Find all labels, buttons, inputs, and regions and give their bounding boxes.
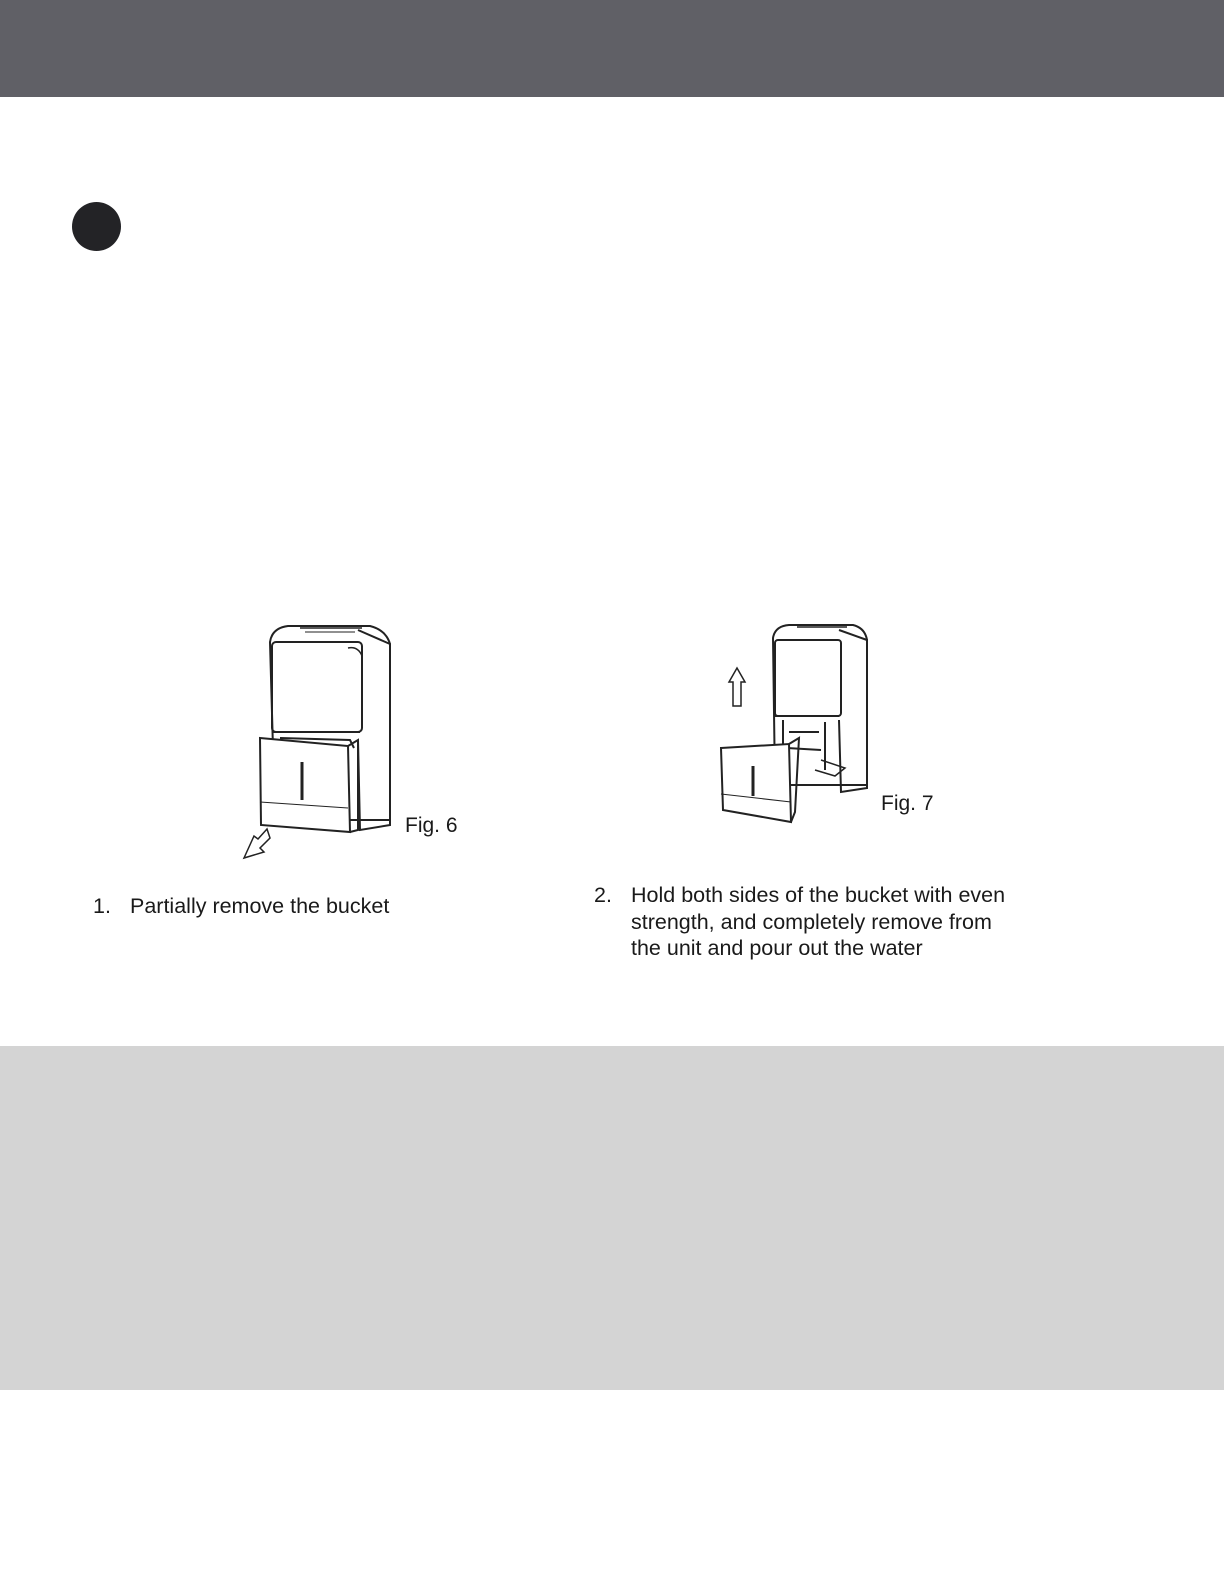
arrow-up-icon <box>729 668 745 706</box>
step-1 <box>93 893 513 923</box>
step-1-text <box>130 893 389 920</box>
bucket-front <box>721 744 791 822</box>
figure-7-illustration <box>715 620 875 830</box>
step-2-line: strength, and completely remove from <box>631 909 992 934</box>
header-bar <box>0 0 1224 97</box>
step-1-line: Partially remove the bucket <box>130 894 390 918</box>
step-1-number: 1. <box>93 894 111 918</box>
step-2-line: Hold both sides of the bucket with even <box>631 883 1006 907</box>
gray-band <box>0 1046 1224 1390</box>
bucket-front <box>260 738 350 832</box>
section-bullet-icon <box>72 202 121 251</box>
arrow-down-left-icon <box>244 829 270 858</box>
figure-6-label: Fig. 6 <box>405 814 458 837</box>
step-2-text <box>631 882 1005 962</box>
step-2 <box>594 882 1054 964</box>
step-2-number: 2. <box>594 883 612 907</box>
figure-7-label: Fig. 7 <box>881 792 934 815</box>
step-2-line: the unit and pour out the water <box>631 936 923 960</box>
figure-6-illustration <box>230 620 410 865</box>
